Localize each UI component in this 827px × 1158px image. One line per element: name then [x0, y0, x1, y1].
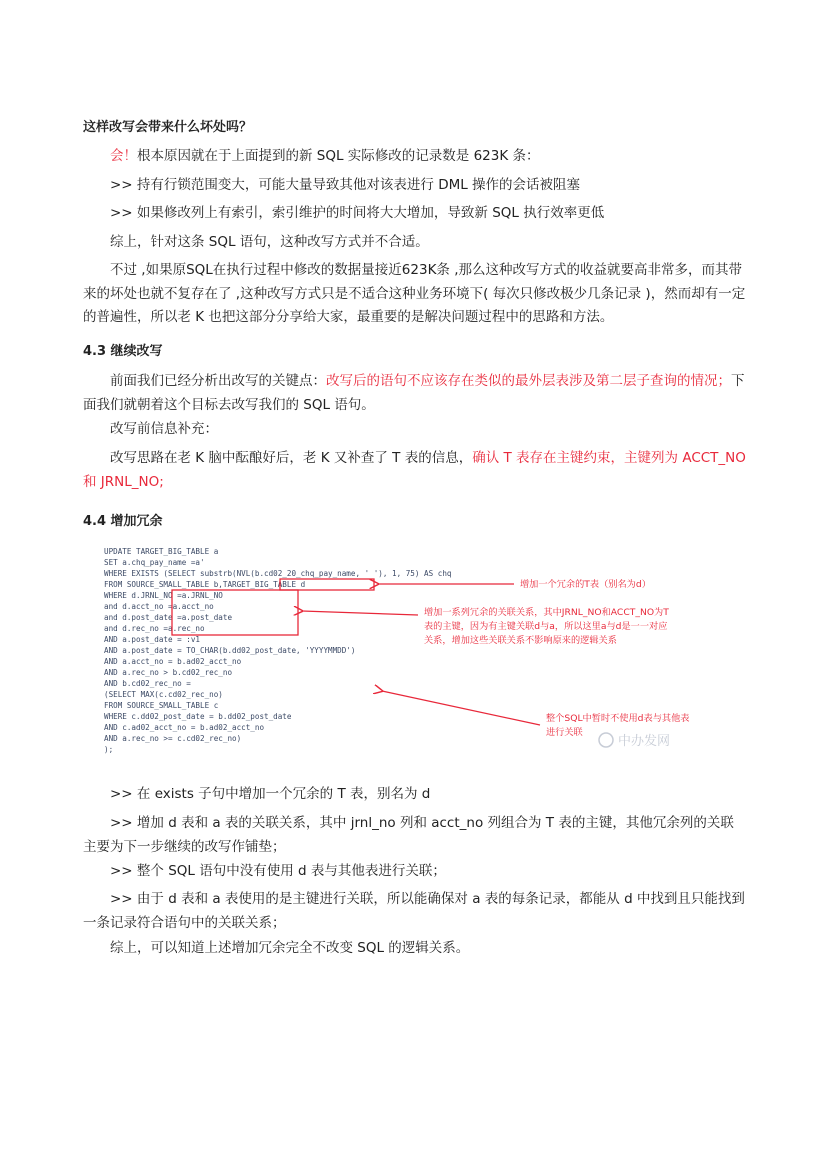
bullet-add-redundant-table: >> 在 exists 子句中增加一个冗余的 T 表，别名为 d: [110, 786, 431, 802]
arrow-no-other-join: [382, 691, 540, 725]
note-no-join-line: 整个SQL中暂时不使用d表与其他表: [546, 713, 690, 724]
sql-figure-svg: [100, 543, 740, 758]
code-line: (SELECT MAX(c.cd02_rec_no): [104, 690, 223, 699]
sql-screenshot-figure: [100, 543, 740, 758]
bullet-index-maintenance: >> 如果修改列上有索引，索引维护的时间将大大增加，导致新 SQL 执行效率更低: [110, 205, 605, 221]
paragraph-answer: [83, 145, 747, 169]
key-point-highlight: 改写后的语句不应该存在类似的最外层表涉及第二层子查询的情况；: [326, 373, 731, 389]
section-4-4-heading: 4.4 增加冗余: [83, 514, 163, 529]
code-line: AND a.post_date = :v1: [104, 635, 201, 644]
code-line: and d.acct_no =a.acct_no: [104, 602, 214, 611]
paragraph-primary-key: [83, 447, 747, 494]
primary-key-highlight: 确认 T 表存在主键约束，主键列为 ACCT_NO 和 JRNL_NO;: [83, 450, 746, 490]
arrow-join-conditions: [302, 611, 418, 615]
note-redundant-table: 增加一个冗余的T表（别名为d）: [520, 579, 651, 590]
watermark-text: 中办发网: [618, 734, 671, 749]
code-line: WHERE d.JRNL_NO =a.JRNL_NO: [104, 591, 223, 600]
answer-highlight: 会！: [110, 148, 137, 164]
bullet-primary-key-join: >> 由于 d 表和 a 表使用的是主键进行关联，所以能确保对 a 表的每条记录，都能从 d 中找到且只能找到一条记录符合语句中的关联关系；: [83, 891, 745, 931]
code-line: AND a.rec_no > b.cd02_rec_no: [104, 668, 233, 677]
paragraph-key-point: [83, 370, 747, 417]
section-4-3-heading: 4.3 继续改写: [83, 344, 163, 359]
code-line: );: [104, 745, 114, 754]
code-line: and d.rec_no =a.rec_no: [104, 624, 205, 633]
key-point-outro: 下面我们就朝着这个目标去改写我们的 SQL 语句。: [83, 373, 745, 413]
primary-key-intro: 改写思路在老 K 脑中酝酿好后，老 K 又补查了 T 表的信息，: [110, 450, 473, 466]
paragraph-however: 不过 ,如果原SQL在执行过程中修改的数据量接近623K条 ,那么这种改写方式的收益就要高非常多，而其带来的坏处也就不复存在了 ,这种改写方式只是不适合这种业务环境下( 每次只修改极少几条记录 )，然而却有一定的普遍性，所以老 K 也把这部分分享给大家，最重要的是解决问题过程中的思路和方法。: [83, 262, 746, 325]
note-join-line: 表的主键，因为有主键关联d与a，所以这里a与d是一一对应: [424, 621, 668, 632]
code-line: and d.post_date =a.post_date: [104, 613, 233, 622]
sql-code-block: [104, 547, 451, 754]
summary-logic-unchanged: 综上，可以知道上述增加冗余完全不改变 SQL 的逻辑关系。: [110, 940, 470, 956]
note-no-join-line: 进行关联: [546, 727, 583, 738]
code-line: WHERE c.dd02_post_date = b.dd02_post_date: [104, 712, 292, 721]
code-line: FROM SOURCE_SMALL_TABLE c: [104, 701, 219, 710]
code-line: AND c.ad02_acct_no = b.ad02_acct_no: [104, 723, 265, 732]
code-line: AND a.post_date = TO_CHAR(b.dd02_post_date, 'YYYYMMDD'): [104, 646, 356, 655]
bullet-no-other-join: >> 整个 SQL 语句中没有使用 d 表与其他表进行关联；: [110, 863, 446, 879]
section-question-heading: 这样改写会带来什么坏处吗？: [83, 120, 253, 135]
code-line: AND a.acct_no = b.ad02_acct_no: [104, 657, 242, 666]
bullet-row-lock: >> 持有行锁范围变大，可能大量导致其他对该表进行 DML 操作的会话被阻塞: [110, 177, 581, 193]
bullet-add-join: >> 增加 d 表和 a 表的关联关系，其中 jrnl_no 列和 acct_no 列组合为 T 表的主键，其他冗余列的关联主要为下一步继续的改写作铺垫；: [83, 815, 734, 855]
code-line: UPDATE TARGET_BIG_TABLE a: [104, 547, 219, 556]
code-line: AND a.rec_no >= c.cd02_rec_no): [104, 734, 242, 743]
key-point-intro: 前面我们已经分析出改写的关键点：: [110, 373, 326, 389]
code-line: SET a.chq_pay_name =a': [104, 558, 205, 567]
code-line: AND b.cd02_rec_no =: [104, 679, 191, 688]
watermark: [599, 733, 670, 749]
code-line: FROM SOURCE_SMALL_TABLE b,TARGET_BIG_TABLE d: [104, 580, 306, 589]
note-join-line: 关系，增加这些关联关系不影响原来的逻辑关系: [424, 635, 617, 646]
answer-text: 根本原因就在于上面提到的新 SQL 实际修改的记录数是 623K 条：: [137, 148, 540, 164]
watermark-logo-icon: [599, 733, 613, 747]
code-line: WHERE EXISTS (SELECT substrb(NVL(b.cd02_20_chq_pay_name, ' '), 1, 75) AS chq: [104, 569, 452, 578]
summary-not-suitable: 综上，针对这条 SQL 语句，这种改写方式并不合适。: [110, 234, 429, 250]
paragraph-info-supplement: 改写前信息补充：: [110, 421, 218, 437]
note-join-line: 增加一系列冗余的关联关系，其中JRNL_NO和ACCT_NO为T: [424, 607, 669, 618]
